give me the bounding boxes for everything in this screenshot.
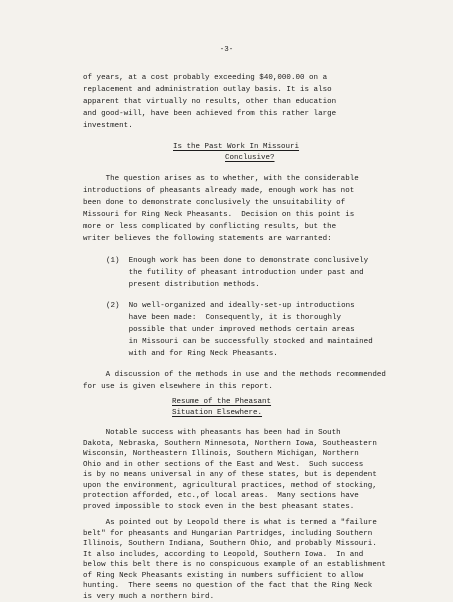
- body-line: more or less complicated by conflicting results, but the: [83, 223, 337, 231]
- body-line: introductions of pheasants already made, enough work has not: [83, 187, 355, 195]
- section-heading: Situation Elsewhere.: [172, 408, 263, 417]
- section-heading: Is the Past Work In Missouri: [173, 143, 300, 151]
- body-line: The question arises as to whether, with the considerable: [83, 175, 359, 183]
- body-line: of Ring Neck Pheasants existing in numbers sufficient to allow: [83, 571, 364, 580]
- list-item-line: have been made: Consequently, it is thoroughly: [106, 314, 342, 322]
- body-line: protection afforded, etc.,of local areas. Many sections have: [83, 492, 359, 500]
- body-line: for use is given elsewhere in this report.: [83, 383, 273, 391]
- body-line: Dakota, Nebraska, Southern Minnesota, Northern Iowa, Southeastern: [83, 439, 377, 448]
- intro-line: of years, at a cost probably exceeding $40,000.00 on a: [83, 74, 328, 82]
- body-line: proved impossible to stock even in the best pheasant states.: [83, 502, 355, 511]
- list-item-line: in Missouri can be successfully stocked and maintained: [106, 338, 373, 346]
- list-item-line: (1) Enough work has been done to demonstrate conclusively: [106, 257, 369, 265]
- section-heading: Resume of the Pheasant: [172, 398, 272, 406]
- list-item-line: present distribution methods.: [106, 281, 260, 289]
- body-line: below this belt there is no conspicuous example of an establishment: [83, 561, 386, 569]
- body-line: belt" for pheasants and Hungarian Partridges, including Southern: [83, 529, 373, 538]
- list-item-line: the futility of pheasant introduction under past and: [106, 269, 364, 277]
- body-line: Notable success with pheasants has been had in South: [83, 429, 341, 437]
- body-line: Ohio and in other sections of the East and West. Such success: [83, 460, 364, 469]
- body-line: upon the environment, agricultural practices, method of stocking,: [83, 481, 377, 490]
- intro-line: apparent that virtually no results, other than education: [83, 98, 337, 106]
- intro-line: replacement and administration outlay basis. It is also: [83, 86, 332, 94]
- body-line: is very much a northern bird.: [83, 592, 215, 601]
- body-line: been done to demonstrate conclusively the unsuitability of: [83, 199, 346, 207]
- body-line: is by no means universal in any of these states, but is dependent: [83, 471, 377, 479]
- section-heading: Conclusive?: [225, 154, 275, 162]
- intro-line: and good-will, have been achieved from this rather large: [83, 110, 337, 118]
- body-line: Illinois, Southern Indiana, Southern Ohio, and probably Missouri.: [83, 540, 377, 548]
- page-number: -3-: [219, 46, 234, 54]
- body-line: As pointed out by Leopold there is what is termed a "failure: [83, 519, 377, 527]
- list-item-line: (2) No well-organized and ideally-set-up introductions: [106, 302, 355, 310]
- intro-line: investment.: [83, 122, 133, 130]
- body-line: It also includes, according to Leopold, Southern Iowa. In and: [83, 550, 364, 559]
- body-line: A discussion of the methods in use and the methods recommended: [83, 371, 386, 379]
- body-line: Missouri for Ring Neck Pheasants. Decision on this point is: [83, 211, 355, 219]
- list-item-line: with and for Ring Neck Pheasants.: [106, 350, 278, 358]
- body-line: hunting. There seems no question of the fact that the Ring Neck: [83, 582, 373, 590]
- body-line: writer believes the following statements are warranted:: [83, 235, 332, 243]
- list-item-line: possible that under improved methods certain areas: [106, 326, 355, 334]
- body-line: Wisconsin, Northeastern Illinois, Southern Michigan, Northern: [83, 450, 359, 458]
